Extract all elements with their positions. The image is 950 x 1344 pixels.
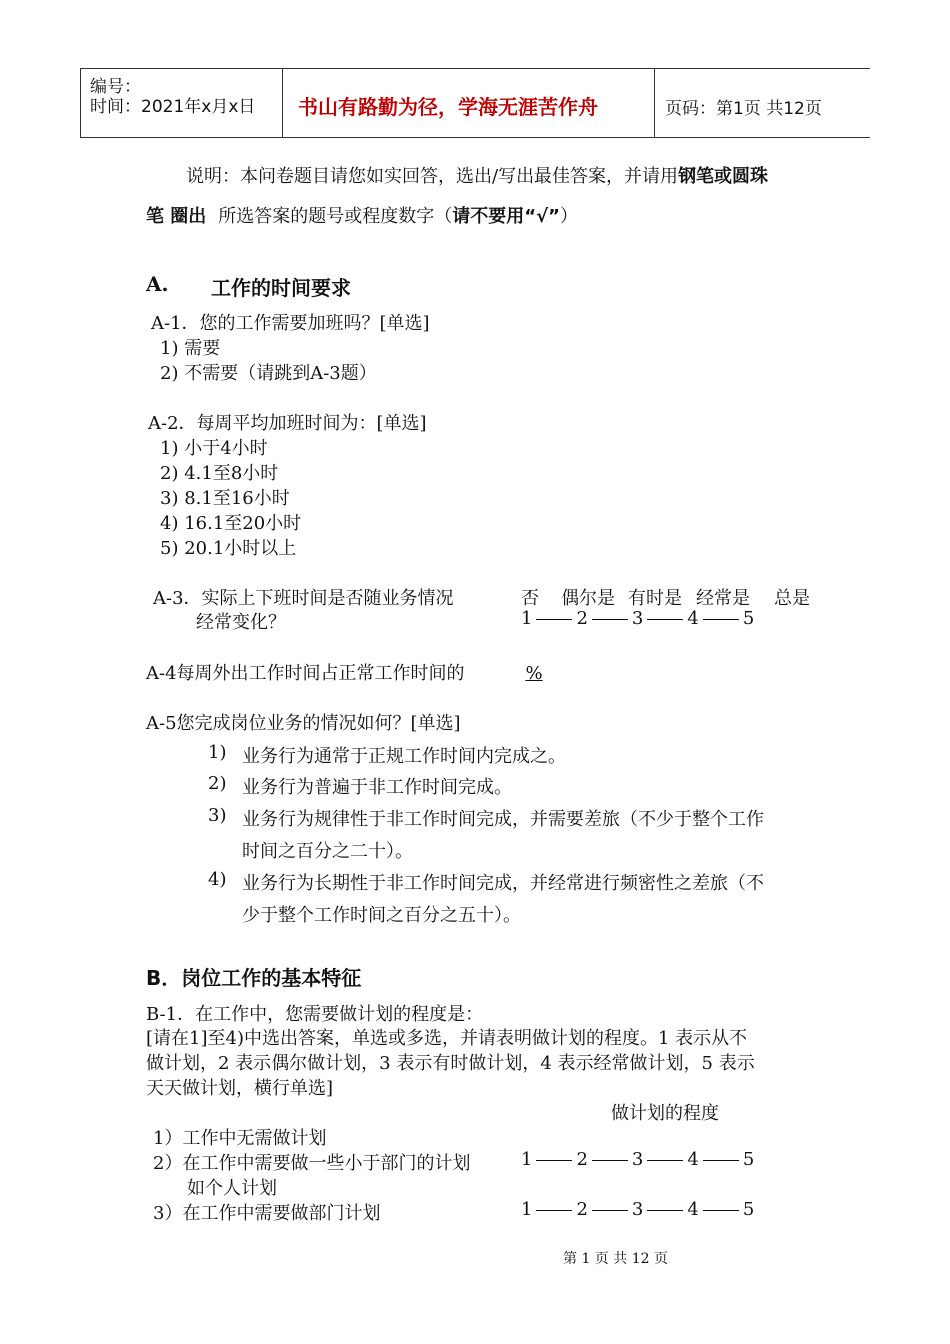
header-code-label: 编号： (90, 77, 141, 97)
section-a-letter: A. (146, 272, 169, 296)
intro-bold-1: 钢笔或圆珠 (678, 166, 769, 187)
scale-dash (592, 1210, 628, 1211)
scale-dash (592, 619, 628, 620)
item-b1-2-line2: 如个人计划 (187, 1178, 277, 1199)
scale-dash (536, 1210, 572, 1211)
instructions-b1-3: 天天做计划，横行单选] (146, 1078, 334, 1099)
scale-b1-3-4[interactable]: 4 (687, 1199, 699, 1220)
scale-b1-2-3[interactable]: 3 (631, 1149, 644, 1170)
scale-dash (647, 1210, 683, 1211)
scale-b1-3 (521, 1199, 754, 1220)
scale-dash (647, 1160, 683, 1161)
scale-dash (647, 619, 683, 620)
header-divider-1 (282, 69, 283, 137)
scale-b1-3-2[interactable]: 2 (576, 1199, 588, 1220)
option-a5-4-num: 4) (208, 869, 227, 890)
option-a5-3-text-1: 业务行为规律性于非工作时间完成，并需要差旅（不少于整个工作 (242, 809, 764, 830)
scale-b1-2-5[interactable]: 5 (742, 1149, 755, 1170)
scale-a3-1[interactable]: 1 (521, 608, 533, 629)
intro-bold-3: 请不要用“√” (452, 206, 560, 227)
option-a5-2-text: 业务行为普遍于非工作时间完成。 (242, 777, 512, 798)
header-page-label: 页码：第1页 共12页 (665, 99, 822, 119)
option-a5-1-text: 业务行为通常于正规工作时间内完成之。 (242, 746, 566, 767)
scale-dash (703, 1210, 739, 1211)
section-a-title: 工作的时间要求 (211, 276, 351, 300)
instructions-b1-2: 做计划，2 表示偶尔做计划，3 表示有时做计划，4 表示经常做计划，5 表示 (146, 1053, 755, 1074)
scale-a3-label-5: 总是 (774, 588, 810, 609)
intro-line-2 (146, 202, 578, 228)
scale-a3-3[interactable]: 3 (631, 608, 644, 629)
question-a4-text: A-4每周外出工作时间占正常工作时间的 (146, 663, 465, 684)
scale-a3-label-2: 偶尔是 (561, 588, 615, 609)
scale-a3-label-4: 经常是 (696, 588, 750, 609)
scale-a3-4[interactable]: 4 (687, 608, 699, 629)
option-a5-1-num: 1) (208, 742, 227, 763)
scale-a3-5[interactable]: 5 (742, 608, 755, 629)
option-a2-5: 5) 20.1小时以上 (160, 538, 297, 559)
section-b-title: B．岗位工作的基本特征 (146, 966, 362, 990)
scale-a3-label-1: 否 (521, 588, 539, 609)
scale-a3-label-3: 有时是 (628, 588, 682, 609)
question-a2: A-2．每周平均加班时间为：[单选] (148, 413, 427, 434)
header-date-label: 时间：2021年x月x日 (90, 97, 256, 117)
option-a2-1: 1) 小于4小时 (160, 438, 268, 459)
option-a5-3-text-2: 时间之百分之二十）。 (242, 841, 413, 862)
option-a2-4: 4) 16.1至20小时 (160, 513, 302, 534)
option-a5-3-num: 3) (208, 805, 227, 826)
instructions-b1-1: [请在1]至4)中选出答案，单选或多选，并请表明做计划的程度。1 表示从不 (146, 1028, 748, 1049)
scale-b1-3-3[interactable]: 3 (631, 1199, 644, 1220)
item-b1-3: 3）在工作中需要做部门计划 (153, 1203, 381, 1224)
scale-a3 (521, 608, 754, 629)
intro-bold-2: 笔 圈出 (146, 206, 207, 227)
option-a5-4-text-1: 业务行为长期性于非工作时间完成，并经常进行频密性之差旅（不 (242, 873, 764, 894)
scale-b1-2-1[interactable]: 1 (521, 1149, 533, 1170)
option-a1-2: 2) 不需要（请跳到A-3题） (160, 363, 377, 384)
scale-dash (592, 1160, 628, 1161)
option-a1-1: 1) 需要 (160, 338, 221, 359)
question-a3-line1: A-3．实际上下班时间是否随业务情况 (153, 588, 454, 609)
item-b1-2-line1: 2）在工作中需要做一些小于部门的计划 (153, 1153, 471, 1174)
header-divider-2 (654, 69, 655, 137)
scale-b1-3-5[interactable]: 5 (742, 1199, 755, 1220)
answer-blank-a4[interactable]: % (525, 663, 543, 684)
scale-b1-2-4[interactable]: 4 (687, 1149, 699, 1170)
scale-dash (703, 1160, 739, 1161)
intro-text-1: 说明：本问卷题目请您如实回答，选出/写出最佳答案，并请用 (186, 166, 679, 187)
question-a1: A-1．您的工作需要加班吗？[单选] (151, 313, 430, 334)
question-a3-line2: 经常变化？ (196, 612, 286, 633)
header-motto: 书山有路勤为径，学海无涯苦作舟 (298, 95, 598, 119)
scale-dash (703, 619, 739, 620)
intro-text-close: ） (559, 206, 578, 227)
footer-page-number: 第 1 页 共 12 页 (563, 1251, 668, 1267)
intro-line-1 (186, 162, 768, 188)
option-a5-4-text-2: 少于整个工作时间之百分之五十）。 (242, 905, 521, 926)
scale-a3-2[interactable]: 2 (576, 608, 588, 629)
option-a2-3: 3) 8.1至16小时 (160, 488, 290, 509)
item-b1-1: 1）工作中无需做计划 (153, 1128, 327, 1149)
scale-b1-3-1[interactable]: 1 (521, 1199, 533, 1220)
header-border-left (80, 69, 81, 137)
option-a2-2: 2) 4.1至8小时 (160, 463, 279, 484)
scale-dash (536, 1160, 572, 1161)
scale-b1-title: 做计划的程度 (611, 1103, 719, 1124)
scale-b1-2-2[interactable]: 2 (576, 1149, 588, 1170)
question-a4 (146, 659, 543, 685)
scale-b1-2 (521, 1149, 754, 1170)
question-b1: B-1．在工作中，您需要做计划的程度是： (146, 1004, 484, 1025)
question-a5: A-5您完成岗位业务的情况如何？[单选] (146, 713, 461, 734)
scale-dash (536, 619, 572, 620)
option-a5-2-num: 2) (208, 773, 227, 794)
intro-text-2: 所选答案的题号或程度数字（ (218, 206, 453, 227)
